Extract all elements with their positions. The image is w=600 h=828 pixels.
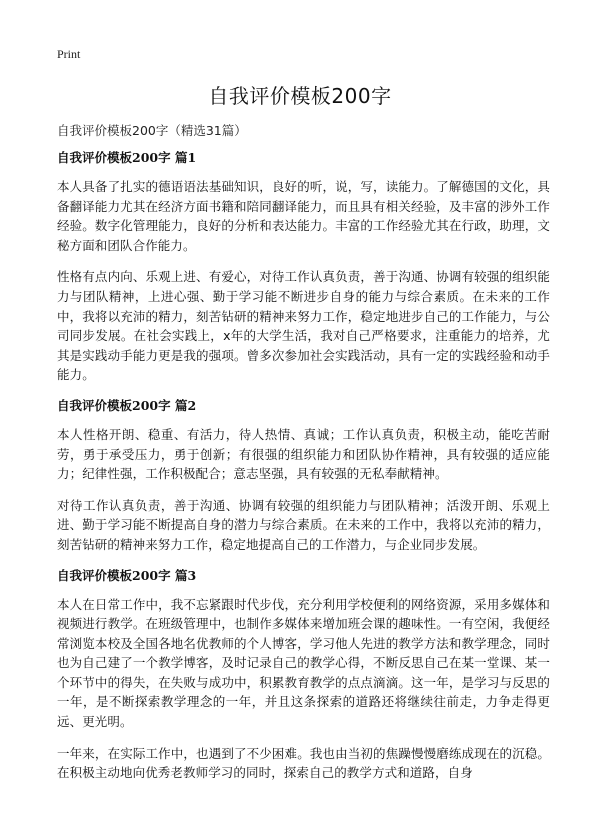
document-body (57, 149, 550, 795)
section-1 (57, 149, 550, 385)
document-subtitle: 自我评价模板200字（精选31篇） (57, 123, 247, 138)
paragraph: 性格有点内向、乐观上进、有爱心，对待工作认真负责，善于沟通、协调有较强的组织能力与团队精神，上进心强、勤于学习能不断进步自身的能力与综合素质。在未来的工作中，我将以充沛的精力，刻苦钻研的精神来努力工作，稳定地进步自己的工作能力，与公司同步发展。在社会实践上，x年的大学生活，我对自己严格要求，注重能力的培养，尤其是实践动手能力更是我的强项。曾多次参加社会实践活动，具有一定的实践经验和动手能力。 (57, 269, 550, 383)
section-2 (57, 397, 550, 555)
section-3 (57, 567, 550, 783)
paragraph: 本人在日常工作中，我不忘紧跟时代步伐，充分利用学校便利的网络资源，采用多媒体和视频进行教学。在班级管理中，也制作多媒体来增加班会课的趣味性。一有空闲，我便经常浏览本校及全国各地名优教师的个人博客，学习他人先进的教学方法和教学理念，同时也为自己建了一个教学博客，及时记录自己的教学心得，不断反思自己在某一堂课、某一个环节中的得失，在失败与成功中，积累教育教学的点点滴滴。这一年，是学习与反思的一年，是不断探索教学理念的一年，并且这条探索的道路还将继续往前走，力争走得更远、更光明。 (57, 596, 550, 730)
page-title: 自我评价模板200字 (208, 84, 392, 108)
section-heading: 自我评价模板200字 篇1 (57, 150, 197, 165)
section-heading: 自我评价模板200字 篇3 (57, 567, 197, 583)
section-heading: 自我评价模板200字 篇2 (57, 397, 197, 413)
print-link[interactable]: Print (57, 47, 81, 61)
paragraph: 本人具备了扎实的德语语法基础知识，良好的听，说，写，读能力。了解德国的文化，具备翻译能力尤其在经济方面书籍和陪同翻译能力，而且具有相关经验，及丰富的涉外工作经验。数字化管理能力，良好的分析和表达能力。丰富的工作经验尤其在行政，助理，文秘方面和团队合作能力。 (57, 179, 550, 253)
paragraph: 一年来，在实际工作中，也遇到了不少困难。我也由当初的焦躁慢慢磨练成现在的沉稳。在积极主动地向优秀老教师学习的同时，探索自己的教学方式和道路，自身 (57, 745, 550, 781)
paragraph: 本人性格开朗、稳重、有活力，待人热情、真诚；工作认真负责，积极主动，能吃苦耐劳，勇于承受压力，勇于创新；有很强的组织能力和团队协作精神，具有较强的适应能力；纪律性强，工作积极配合；意志坚强，具有较强的无私奉献精神。 (57, 426, 550, 482)
paragraph: 对待工作认真负责，善于沟通、协调有较强的组织能力与团队精神；活泼开朗、乐观上进、勤于学习能不断提高自身的潜力与综合素质。在未来的工作中，我将以充沛的精力，刻苦钻研的精神来努力工作，稳定地提高自己的工作潜力，与企业同步发展。 (57, 497, 550, 552)
